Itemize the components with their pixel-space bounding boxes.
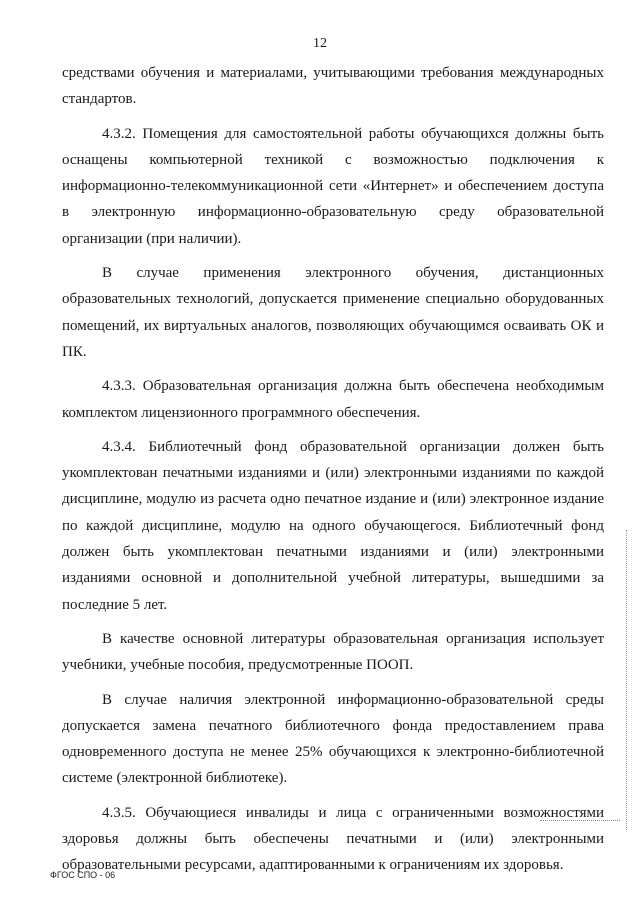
paragraph-electronic-library: В случае наличия электронной информационно-образовательной среды допускается замена печатного библиотечного фонда предоставлением права одновременного доступа не менее 25% обучающихся к электронно-библиотечной системе (электронной библиотеке). <box>62 691 604 787</box>
paragraph-main-literature: В качестве основной литературы образовательная организация использует учебники, учебные пособия, предусмотренные ПООП. <box>62 630 604 674</box>
paragraph-4-3-2: 4.3.2. Помещения для самостоятельной работы обучающихся должны быть оснащены компьютерной техникой с возможностью подключения к информационно-телекоммуникационной сети «Интернет» и обеспечением доступа в электронную информационно-образовательную среду образовательной организации (при наличии). <box>62 125 604 247</box>
scan-artifact-dots <box>540 820 620 821</box>
paragraph-4-3-5: 4.3.5. Обучающиеся инвалиды и лица с ограниченными возможностями здоровья должны быть обеспечены печатными и (или) электронными образовательными ресурсами, адаптированными к ограничениям их здоровья. <box>62 804 604 874</box>
document-body <box>62 60 604 879</box>
page-number: 12 <box>313 36 327 51</box>
paragraph-elearning: В случае применения электронного обучения, дистанционных образовательных технологий, допускается применение специально оборудованных помещений, их виртуальных аналогов, позволяющих обучающимся осваивать ОК и ПК. <box>62 265 604 360</box>
scan-artifact-line <box>626 530 628 830</box>
footer-code: ФГОС СПО - 06 <box>50 870 116 880</box>
paragraph-continuation: средствами обучения и материалами, учитывающими требования международных стандартов. <box>62 65 604 108</box>
paragraph-4-3-3: 4.3.3. Образовательная организация должна быть обеспечена необходимым комплектом лицензионного программного обеспечения. <box>62 378 604 421</box>
paragraph-4-3-4: 4.3.4. Библиотечный фонд образовательной организации должен быть укомплектован печатными изданиями и (или) электронными изданиями по каждой дисциплине, модулю из расчета одно печатное издание и (или) электронное издание по каждой дисциплине, модулю на одного обучающегося. Библиотечный фонд должен быть укомплектован печатными изданиями и (или) электронными изданиями основной и дополнительной учебной литературы, вышедшими за последние 5 лет. <box>62 438 604 613</box>
